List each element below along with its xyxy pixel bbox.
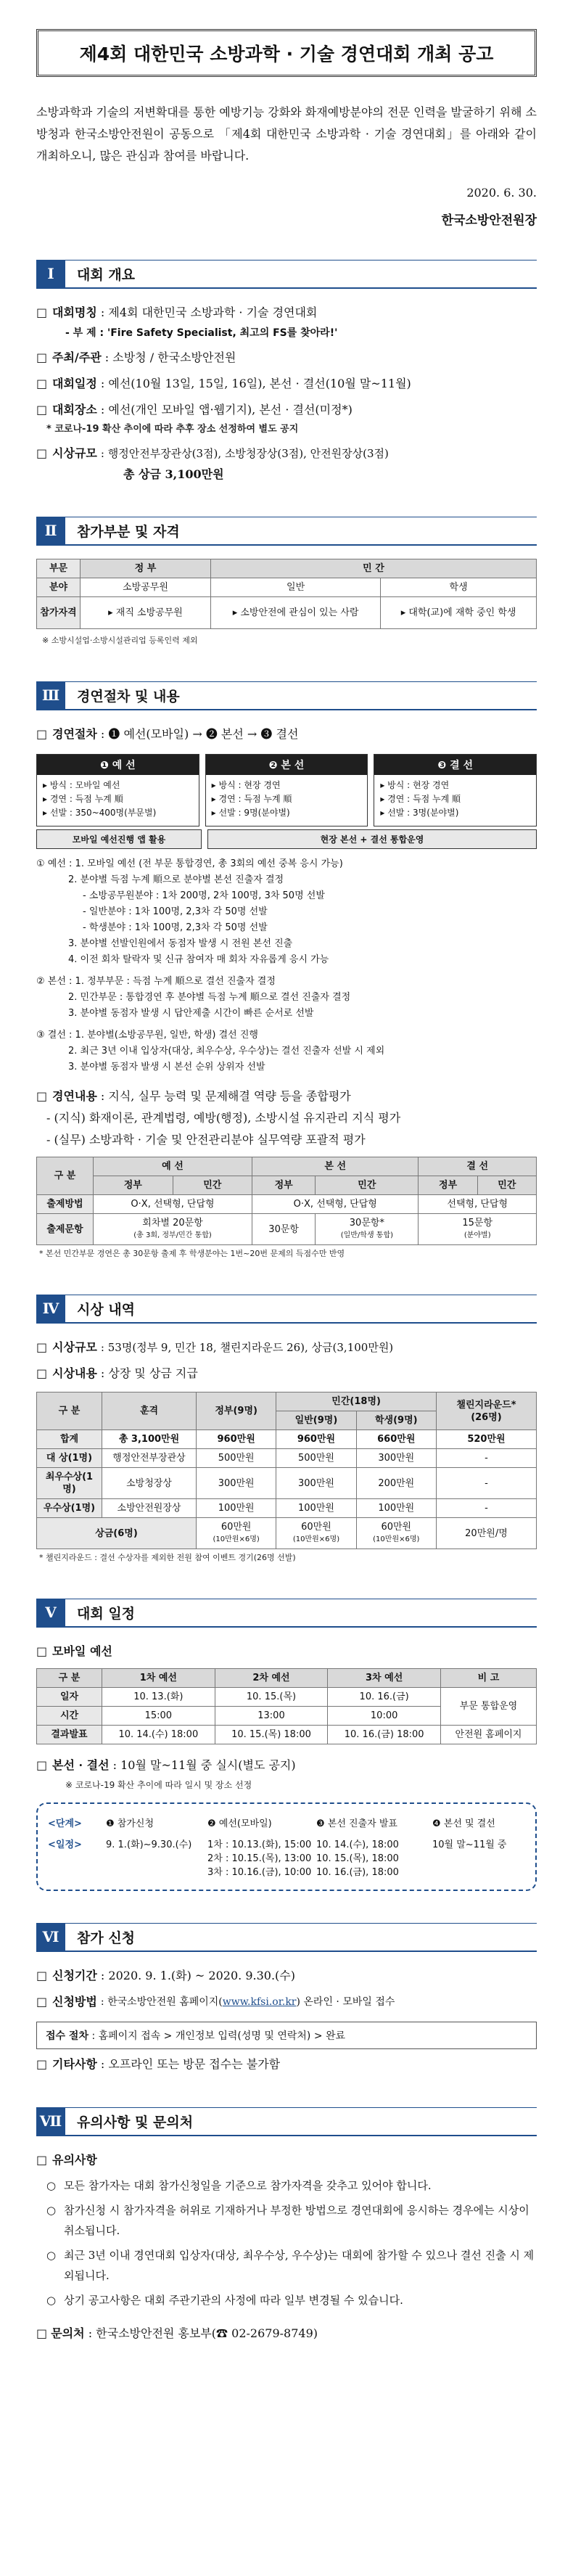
section-title: 대회 일정	[65, 1599, 537, 1626]
content-knowledge: - (지식) 화재이론, 관계법령, 예방(행정), 소방시설 유지관리 지식 평가	[46, 1111, 401, 1125]
row-head: 참가자격	[37, 597, 81, 629]
final-note: ※ 코로나-19 확산 추이에 따라 일시 및 장소 선정	[65, 1780, 252, 1790]
section-5-header	[36, 1599, 537, 1628]
checkbox-square-icon: □	[36, 305, 48, 319]
cell: ▸ 소방안전에 관심이 있는 사람	[211, 597, 381, 629]
checkbox-square-icon: □	[36, 727, 48, 741]
homepage-link[interactable]: www.kfsi.or.kr	[222, 1996, 297, 2008]
flow-stage-prelim: ❶ 예 선 ▸ 방식 : 모바일 예선 ▸ 경연 : 득점 누계 順 ▸ 선발 : 350~400명(부문별)	[36, 754, 199, 826]
flow-stage-final: ❸ 결 선 ▸ 방식 : 현장 경연 ▸ 경연 : 득점 누계 順 ▸ 선발 : 3명(분야별)	[374, 754, 537, 826]
checkbox-square-icon: □	[36, 1969, 48, 1982]
procedure-line: □ 경연절차 : ❶ 예선(모바일) → ❷ 본선 → ❸ 결선	[36, 723, 537, 745]
cell: ▸ 재직 소방공무원	[81, 597, 211, 629]
circle-bullet-icon: ○	[46, 2204, 57, 2217]
section-number: Ⅰ	[36, 260, 65, 287]
cell: 소방공무원	[81, 578, 211, 597]
overview-venue: □ 대회장소 : 예선(개인 모바일 앱·웹기지), 본선 · 결선(미정*)	[36, 399, 537, 421]
cell: 일반	[211, 578, 381, 597]
cell: 학생	[381, 578, 537, 597]
method-table: 구 분 예 선 본 선 결 선 정부 민간 정부 민간 정부 민간 출제방법 O·X, 선택형, 단답형 O·X, 선택형, 단답형 선택형, 단답형 출제문항 회차별 20문항 (총 3회, 정부/민간 통합) 30문항 30문항* (일반/학생 통합) 15문항 (분야별)	[36, 1157, 537, 1245]
eligibility-table	[36, 559, 537, 629]
flow-bottom-main: 현장 본선 + 결선 통합운영	[207, 829, 537, 849]
col-head: 민 간	[211, 559, 537, 578]
circle-bullet-icon: ○	[46, 2294, 57, 2307]
notice-heading: □ 유의사항	[36, 2149, 537, 2171]
awards-note: * 챌린지라운드 : 결선 수상자를 제외한 전원 참여 이벤트 경기(26명 선발)	[39, 1553, 296, 1562]
section-number: Ⅵ	[36, 1923, 65, 1951]
notice-item: ○ 모든 참가자는 대회 참가신청일을 기준으로 참가자격을 갖추고 있어야 합니다.	[36, 2175, 537, 2196]
awards-content: □ 시상내용 : 상장 및 상금 지급	[36, 1363, 537, 1385]
checkbox-square-icon: □	[36, 1995, 48, 2009]
notice-date: 2020. 6. 30.	[466, 186, 537, 200]
flow-bottom-prelim: 모바일 예선진행 앱 활용	[36, 829, 202, 849]
overview-schedule: □ 대회일정 : 예선(10월 13일, 15일, 16일), 본선 · 결선(10월 말~11월)	[36, 373, 537, 395]
cell: ▸ 대학(교)에 재학 중인 학생	[381, 597, 537, 629]
section-title: 경연절차 및 내용	[65, 681, 537, 709]
overview-theme: - 부 제 : 'Fire Safety Specialist, 최고의 FS를 찾아라!'	[65, 327, 338, 339]
section-3-header	[36, 681, 537, 710]
procedure-details: ① 예선 : 1. 모바일 예선 (전 부문 통합경연, 총 3회의 예선 중복 응시 가능) 2. 분야별 득점 누계 順으로 분야별 본선 진출자 결정 - 소방공무원분야 : 1차 200명, 2차 100명, 3차 50명 선발 - 일반분야 : 1차 100명, 2,3차 각 50명 선발 - 학생분야 : 1차 100명, 2,3차 각 50명 선발 3. 분야별 선발인원에서 동점자 발생 시 전원 본선 진출 4. 이전 회차 탈락자 및 신규 참여자 매 회차 자유롭게 응시 가능 ② 본선 : 1. 정부부문 : 득점 누계 順으로 결선 진출자 결정 2. 민간부문 : 통합경연 후 분야별 득점 누계 順으로 결선 진출자 결정 3. 분야별 동점자 발생 시 답안제출 시간이 빠른 순서로 선발 ③ 결선 : 1. 분야별(소방공무원, 일반, 학생) 결선 진행 2. 최근 3년 이내 입상자(대상, 최우수상, 우수상)는 결선 진출자 선발 시 제외 3. 분야별 동점자 발생 시 본선 순위 상위자 선발	[36, 858, 385, 1072]
procedure-content: □ 경연내용 : 지식, 실무 능력 및 문제해결 역량 등을 종합평가	[36, 1086, 537, 1107]
section-1-header	[36, 260, 537, 289]
checkbox-square-icon: □	[36, 2057, 48, 2071]
section-number: Ⅱ	[36, 517, 65, 544]
checkbox-square-icon: □	[36, 1758, 48, 1772]
col-head: 정 부	[81, 559, 211, 578]
intro-text: 소방과학과 기술의 저변확대를 통한 예방기능 강화와 화재예방분야의 전문 인력을 발굴하기 위해 소방청과 한국소방안전원이 공동으로 「제4회 대한민국 소방과학 · 기술 경연대회」를 아래와 같이 개최하오니, 많은 관심과 참여를 바랍니다.	[36, 105, 537, 163]
circle-bullet-icon: ○	[46, 2179, 57, 2192]
apply-period: □ 신청기간 : 2020. 9. 1.(화) ~ 2020. 9.30.(수)	[36, 1965, 537, 1987]
section-7-header	[36, 2107, 537, 2136]
col-head: 분야	[37, 578, 81, 597]
checkbox-square-icon: □	[36, 350, 48, 364]
schedule-table: 구 분 1차 예선 2차 예선 3차 예선 비 고 일자 10. 13.(화) 10. 15.(목) 10. 16.(금) 부문 통합운영 시간 15:00 13:00 10:00 결과발표 10. 14.(수) 18:00 10. 15.(목) 18:00 10. 16.(금) 18:00 안전원 홈페이지	[36, 1668, 537, 1744]
section-title: 유의사항 및 문의처	[65, 2107, 537, 2135]
flow-stage-main: ❷ 본 선 ▸ 방식 : 현장 경연 ▸ 경연 : 득점 누계 順 ▸ 선발 : 9명(분야별)	[205, 754, 368, 826]
section-number: Ⅲ	[36, 681, 65, 709]
flow-bottom	[36, 829, 537, 849]
circle-bullet-icon: ○	[46, 2249, 57, 2262]
eligibility-note: ※ 소방시설업·소방시설관리업 등록인력 제외	[42, 636, 198, 645]
checkbox-square-icon: □	[36, 1340, 48, 1354]
notice-item: ○ 상기 공고사항은 대회 주관기관의 사정에 따라 일부 변경될 수 있습니다.	[36, 2290, 537, 2310]
method-note: * 본선 민간부문 경연은 총 30문항 출제 후 학생분야는 1번~20번 문제의 득점수만 반영	[39, 1249, 345, 1258]
checkbox-square-icon: □	[36, 2326, 48, 2340]
overview-name: □ 대회명칭 : 제4회 대한민국 소방과학 · 기술 경연대회	[36, 302, 537, 324]
page-title: 제4회 대한민국 소방과학 · 기술 경연대회 개최 공고	[36, 29, 537, 77]
awards-scale: □ 시상규모 : 53명(정부 9, 민간 18, 챌린지라운드 26), 상금(3,100만원)	[36, 1337, 537, 1358]
section-title: 참가부분 및 자격	[65, 517, 537, 544]
awards-table: 구 분 훈격 정부(9명) 민간(18명) 챌린지라운드* (26명) 일반(9명) 학생(9명) 합계 총 3,100만원 960만원 960만원 660만원 520만원 대 상(1명) 행정안전부장관상 500만원 500만원 300만원 - 최우수상(1명) 소방청장상 300만원 300만원 200만원 - 우수상(1명) 소방안전원장상 100만원 100만원 100만원 - 상금(6명) 60만원 (10만원×6명) 60만원 (10만원×6명) 60만원 (10만원×6명) 20만원/명	[36, 1392, 537, 1549]
section-title: 시상 내역	[65, 1295, 537, 1322]
overview-prize: □ 시상규모 : 행정안전부장관상(3점), 소방청장상(3점), 안전원장상(3점)	[36, 443, 537, 464]
apply-procedure: 접수 절차 : 홈페이지 접속 > 개인정보 입력(성명 및 연락처) > 완료	[36, 2022, 537, 2049]
prize-total: 총 상금 3,100만원	[123, 467, 224, 481]
section-4-header	[36, 1295, 537, 1324]
procedure-flow	[36, 754, 537, 826]
checkbox-square-icon: □	[36, 1089, 48, 1103]
checkbox-square-icon: □	[36, 403, 48, 417]
contact-line: □ 문의처 : 한국소방안전원 홍보부(☎ 02-2679-8749)	[36, 2326, 318, 2340]
section-6-header	[36, 1923, 537, 1952]
section-number: Ⅳ	[36, 1295, 65, 1322]
section-title: 대회 개요	[65, 260, 537, 287]
section-number: Ⅴ	[36, 1599, 65, 1626]
checkbox-square-icon: □	[36, 446, 48, 460]
covid-note: * 코로나-19 확산 추이에 따라 추후 장소 선정하여 별도 공지	[46, 424, 299, 435]
issuer: 한국소방안전원장	[441, 213, 537, 228]
notice-item: ○ 참가신청 시 참가자격을 허위로 기재하거나 부정한 방법으로 경연대회에 응시하는 경우에는 시상이 취소됩니다.	[36, 2200, 537, 2241]
final-schedule: □ 본선 · 결선 : 10월 말~11월 중 실시(별도 공지)	[36, 1755, 537, 1776]
checkbox-square-icon: □	[36, 1366, 48, 1380]
col-head: 부문	[37, 559, 81, 578]
apply-method: □ 신청방법 : 한국소방안전원 홈페이지( www.kfsi.or.kr ) 온라인 · 모바일 접수	[36, 1991, 537, 2013]
notice-item: ○ 최근 3년 이내 경연대회 입상자(대상, 최우수상, 우수상)는 대회에 참가할 수 있으나 결선 진출 시 제외됩니다.	[36, 2245, 537, 2286]
checkbox-square-icon: □	[36, 377, 48, 390]
mobile-prelim: □ 모바일 예선	[36, 1641, 537, 1662]
checkbox-square-icon: □	[36, 2153, 48, 2167]
content-practice: - (실무) 소방과학 · 기술 및 안전관리분야 실무역량 포괄적 평가	[46, 1133, 366, 1147]
overview-host: □ 주최/주관 : 소방청 / 한국소방안전원	[36, 347, 537, 369]
section-number: Ⅶ	[36, 2107, 65, 2135]
section-title: 참가 신청	[65, 1923, 537, 1951]
section-2-header	[36, 517, 537, 546]
schedule-flow-box: <단계> ❶ 참가신청 ❷ 예선(모바일) ❸ 본선 진출자 발표 ❹ 본선 및 결선 <일정> 9. 1.(화)~9.30.(수) 1차 : 10.13.(화), 15:00 2차 : 10.15.(목), 13:00 3차 : 10.16.(금), 10:00 10. 14.(수), 18:00 10. 15.(목), 18:00 10. 16.(금), 18:00 10월 말~11월 중	[36, 1802, 537, 1891]
checkbox-square-icon: □	[36, 1644, 48, 1658]
apply-etc: □ 기타사항 : 오프라인 또는 방문 접수는 불가함	[36, 2054, 537, 2075]
